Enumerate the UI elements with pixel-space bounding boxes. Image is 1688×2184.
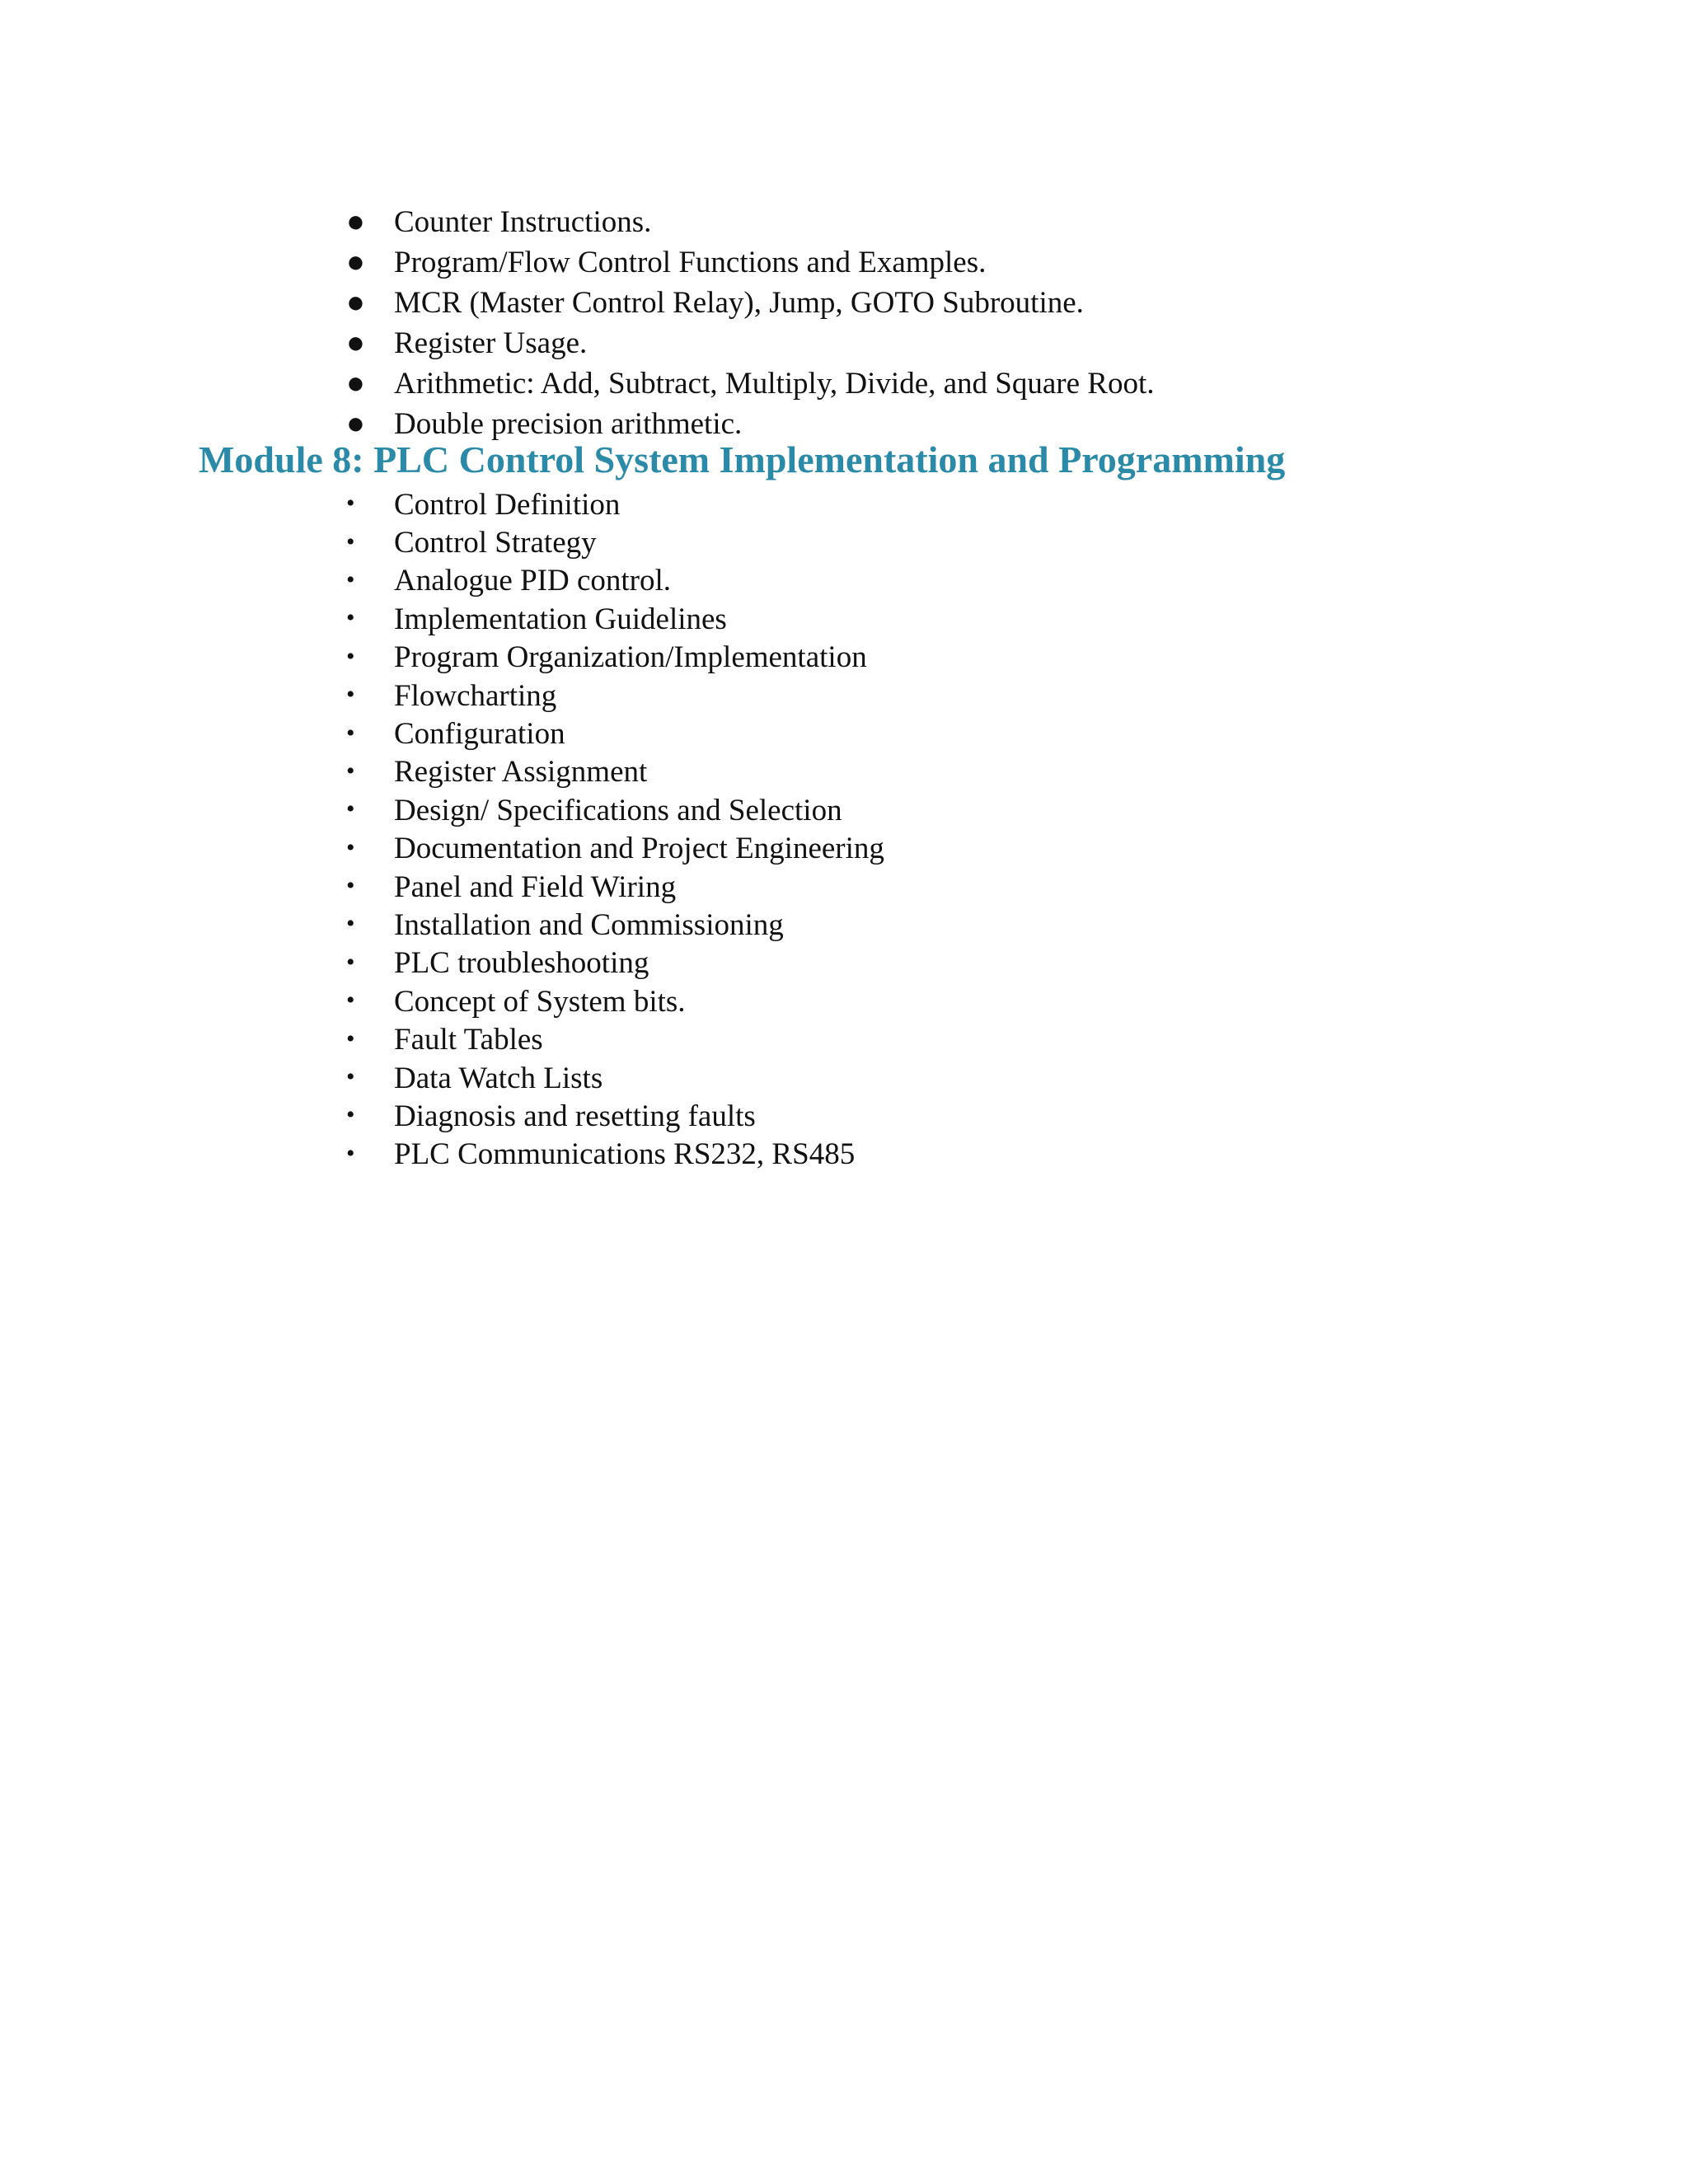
bullet-icon: • <box>346 948 355 976</box>
list-item-text: Analogue PID control. <box>394 564 672 598</box>
list-item <box>346 1136 884 1174</box>
list-item-text: Installation and Commissioning <box>394 907 784 942</box>
list-item <box>346 523 884 561</box>
bullet-icon: ● <box>346 325 365 360</box>
topics-list-module-7 <box>346 202 1155 444</box>
list-item <box>346 753 884 791</box>
list-item <box>346 639 884 677</box>
list-item <box>346 283 1155 323</box>
bullet-icon: ● <box>346 405 365 441</box>
topics-list-module-8 <box>346 485 884 1174</box>
bullet-icon: • <box>346 987 355 1015</box>
bullet-icon: • <box>346 642 355 670</box>
bullet-icon: • <box>346 681 355 709</box>
list-item <box>346 1059 884 1097</box>
list-item <box>346 562 884 600</box>
module-8-heading: Module 8: PLC Control System Implementation and Programming <box>199 438 1286 480</box>
list-item-text: Register Usage. <box>394 326 588 360</box>
list-item-text: MCR (Master Control Relay), Jump, GOTO Subroutine. <box>394 286 1084 320</box>
bullet-icon: • <box>346 490 355 518</box>
list-item-text: Control Definition <box>394 487 621 522</box>
list-item <box>346 363 1155 404</box>
list-item-text: Implementation Guidelines <box>394 602 727 636</box>
list-item-text: Panel and Field Wiring <box>394 869 677 904</box>
list-item <box>346 1020 884 1058</box>
bullet-icon: • <box>346 757 355 785</box>
list-item <box>346 485 884 523</box>
list-item <box>346 677 884 715</box>
list-item-text: Configuration <box>394 717 565 752</box>
bullet-icon: • <box>346 1024 355 1052</box>
list-item <box>346 1097 884 1135</box>
bullet-icon: • <box>346 1101 355 1129</box>
bullet-icon: • <box>346 565 355 593</box>
bullet-icon: • <box>346 1063 355 1091</box>
list-item <box>346 202 1155 242</box>
bullet-icon: ● <box>346 204 365 239</box>
bullet-icon: • <box>346 872 355 900</box>
list-item <box>346 830 884 868</box>
bullet-icon: ● <box>346 284 365 320</box>
bullet-icon: • <box>346 604 355 632</box>
list-item-text: Control Strategy <box>394 526 597 560</box>
list-item-text: Register Assignment <box>394 755 648 790</box>
bullet-icon: • <box>346 833 355 861</box>
list-item-text: Design/ Specifications and Selection <box>394 793 842 827</box>
list-item-text: Fault Tables <box>394 1023 543 1057</box>
list-item-text: Concept of System bits. <box>394 984 686 1019</box>
bullet-icon: • <box>346 719 355 747</box>
bullet-icon: • <box>346 1139 355 1167</box>
list-item-text: Flowcharting <box>394 678 557 713</box>
list-item <box>346 868 884 906</box>
list-item <box>346 906 884 944</box>
bullet-icon: ● <box>346 365 365 401</box>
list-item <box>346 242 1155 283</box>
list-item <box>346 944 884 982</box>
bullet-icon: • <box>346 795 355 823</box>
list-item <box>346 982 884 1020</box>
list-item <box>346 323 1155 363</box>
list-item-text: Diagnosis and resetting faults <box>394 1099 756 1133</box>
list-item <box>346 600 884 638</box>
list-item-text: PLC troubleshooting <box>394 946 649 981</box>
list-item <box>346 791 884 829</box>
list-item-text: Program/Flow Control Functions and Examples. <box>394 246 987 279</box>
list-item-text: Double precision arithmetic. <box>394 407 743 441</box>
list-item-text: PLC Communications RS232, RS485 <box>394 1137 856 1172</box>
list-item-text: Documentation and Project Engineering <box>394 832 884 866</box>
list-item <box>346 715 884 752</box>
bullet-icon: ● <box>346 244 365 279</box>
bullet-icon: • <box>346 527 355 555</box>
list-item-text: Counter Instructions. <box>394 205 652 239</box>
list-item-text: Arithmetic: Add, Subtract, Multiply, Divide, and Square Root. <box>394 367 1155 401</box>
list-item-text: Data Watch Lists <box>394 1061 603 1095</box>
bullet-icon: • <box>346 910 355 938</box>
list-item-text: Program Organization/Implementation <box>394 640 867 675</box>
